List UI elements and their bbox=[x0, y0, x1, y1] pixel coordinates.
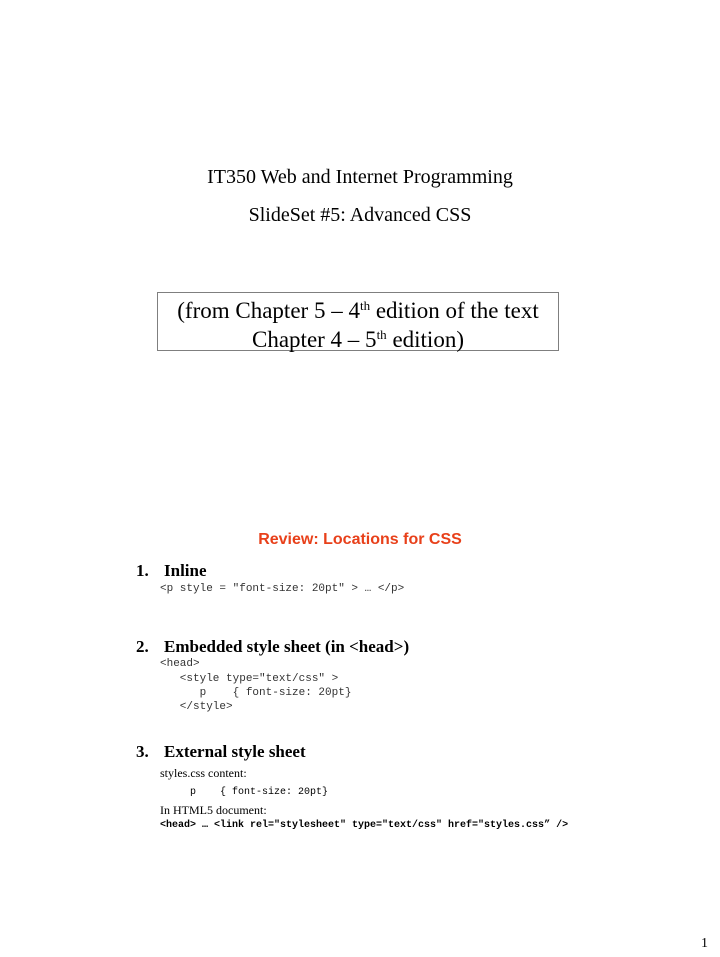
slide-title: IT350 Web and Internet Programming bbox=[207, 166, 513, 188]
styles-css-caption: styles.css content: bbox=[160, 766, 247, 780]
item-label-inline: Inline bbox=[164, 561, 207, 580]
code-line: </style> bbox=[160, 701, 233, 713]
item-number: 3. bbox=[136, 742, 149, 761]
html5-caption: In HTML5 document: bbox=[160, 803, 267, 817]
item-label-embedded: Embedded style sheet (in <head>) bbox=[164, 637, 410, 656]
code-line: <head> … <link rel="stylesheet" type="text/css" href="styles.css” /> bbox=[160, 820, 569, 831]
item-number: 1. bbox=[136, 561, 149, 580]
item-number: 2. bbox=[136, 637, 149, 656]
page-number: 1 bbox=[701, 936, 708, 951]
box-line-1: (from Chapter 5 – 4th edition of the text bbox=[177, 298, 539, 323]
code-line: <style type="text/css" > bbox=[160, 673, 339, 685]
review-heading: Review: Locations for CSS bbox=[258, 531, 462, 548]
code-line: p { font-size: 20pt} bbox=[160, 687, 352, 699]
chapter-reference-box bbox=[157, 292, 559, 351]
box-line-2: Chapter 4 – 5th edition) bbox=[252, 327, 464, 352]
code-line: p { font-size: 20pt} bbox=[190, 787, 329, 798]
slide-subtitle: SlideSet #5: Advanced CSS bbox=[248, 204, 472, 226]
code-line: <head> bbox=[160, 658, 200, 670]
item-label-external: External style sheet bbox=[164, 742, 306, 761]
code-line: <p style = "font-size: 20pt" > … </p> bbox=[160, 583, 405, 595]
